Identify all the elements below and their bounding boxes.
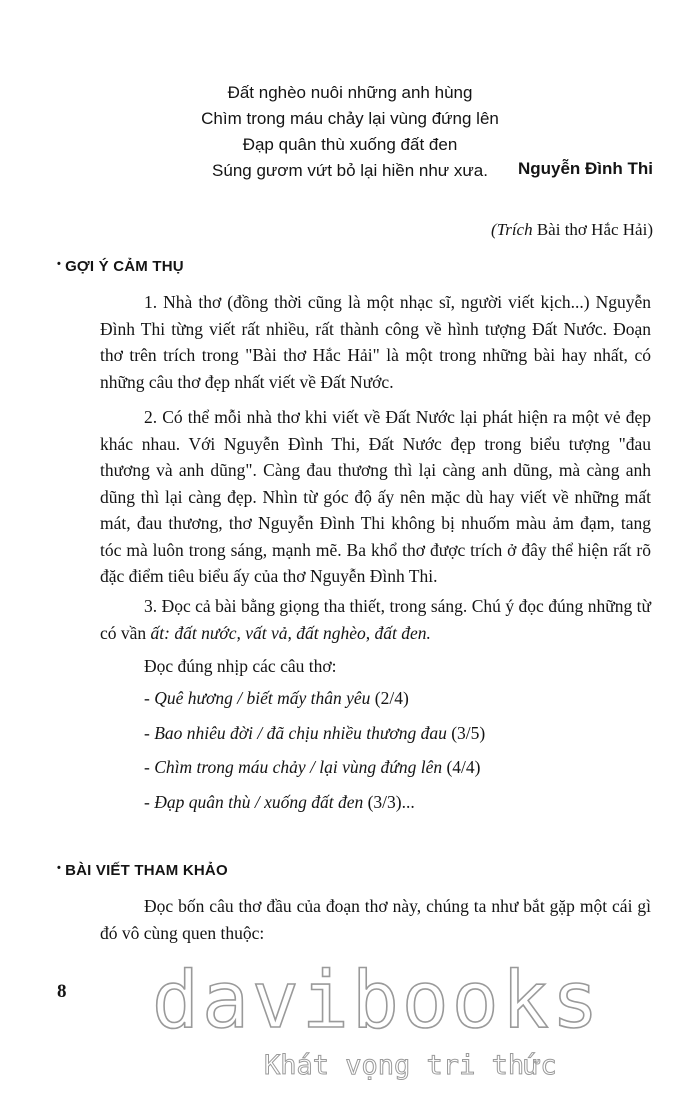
rhythm-line bbox=[144, 688, 409, 709]
watermark-logo: davibooks bbox=[152, 956, 602, 1046]
rhythm-ratio: (3/3)... bbox=[363, 792, 415, 812]
paragraph-3-text: 3. Đọc cả bài bằng giọng tha thiết, trong sáng. Chú ý đọc đúng những từ có vần bbox=[100, 596, 651, 643]
rhythm-verse: - Quê hương / biết mấy thân yêu bbox=[144, 688, 371, 708]
rhythm-intro: Đọc đúng nhịp các câu thơ: bbox=[144, 656, 337, 676]
rhythm-ratio: (4/4) bbox=[442, 757, 481, 777]
poem-source bbox=[491, 220, 653, 240]
rhythm-line bbox=[144, 757, 481, 778]
section-title: BÀI VIẾT THAM KHẢO bbox=[65, 862, 228, 879]
bullet-icon: • bbox=[57, 862, 62, 874]
page-number: 8 bbox=[57, 981, 67, 1002]
watermark-tagline: Khát vọng tri thức bbox=[264, 1050, 557, 1081]
paragraph-3 bbox=[100, 593, 651, 646]
section-heading-reference bbox=[57, 862, 228, 879]
rhythm-ratio: (3/5) bbox=[446, 723, 486, 743]
source-title: Bài thơ Hắc Hải) bbox=[532, 220, 653, 239]
section-heading-appreciation bbox=[57, 258, 184, 275]
rhythm-verse: - Bao nhiêu đời / đã chịu nhiều thương đau bbox=[144, 723, 447, 743]
poem-line: Súng gươm vứt bỏ lại hiền như xưa. bbox=[212, 161, 488, 180]
rhythm-verse: - Đạp quân thù / xuống đất đen bbox=[144, 792, 364, 812]
paragraph-reference: Đọc bốn câu thơ đầu của đoạn thơ này, chúng ta như bắt gặp một cái gì đó vô cùng quen thuộc: bbox=[100, 896, 651, 943]
poem-line: Chìm trong máu chảy lại vùng đứng lên bbox=[201, 109, 499, 128]
rhythm-ratio: (2/4) bbox=[370, 688, 409, 708]
rhythm-line bbox=[144, 723, 485, 744]
paragraph-3-italic: ất: đất nước, vất vả, đất nghèo, đất đen. bbox=[150, 622, 431, 643]
poem-line: Đất nghèo nuôi những anh hùng bbox=[227, 83, 473, 102]
rhythm-verse: - Chìm trong máu chảy / lại vùng đứng lên bbox=[144, 757, 443, 777]
paragraph-1: 1. Nhà thơ (đồng thời cũng là một nhạc sĩ, người viết kịch...) Nguyễn Đình Thi từng viết rất nhiều, rất thành công về hình tượng Đất Nước. Đoạn thơ trên trích trong "Bài thơ Hắc Hải" là một trong những bài hay nhất, có những câu thơ đẹp nhất viết về Đất Nước. bbox=[100, 292, 651, 392]
poem-line: Đạp quân thù xuống đất đen bbox=[242, 135, 458, 154]
poem-author: Nguyễn Đình Thi bbox=[517, 159, 653, 178]
rhythm-line bbox=[144, 792, 415, 813]
paragraph-2: 2. Có thể mỗi nhà thơ khi viết về Đất Nước lại phát hiện ra một vẻ đẹp khác nhau. Với Nguyễn Đình Thi, Đất Nước đẹp trong biểu tượng "đau thương và anh dũng". Càng đau thương thì lại càng anh dũng, mà càng anh dũng thì lại càng đẹp. Nhìn từ góc độ ấy nên mặc dù hay viết về những mất mát, đau thương, thơ Nguyễn Đình Thi không bị nhuốm màu ảm đạm, tang tóc mà luôn trong sáng, mạnh mẽ. Ba khổ thơ được trích ở đây thể hiện rất rõ đặc điểm tiêu biểu ấy của thơ Nguyễn Đình Thi. bbox=[100, 407, 651, 586]
bullet-icon: • bbox=[57, 258, 62, 270]
section-title: GỢI Ý CẢM THỤ bbox=[65, 258, 184, 275]
source-prefix: (Trích bbox=[491, 220, 533, 239]
